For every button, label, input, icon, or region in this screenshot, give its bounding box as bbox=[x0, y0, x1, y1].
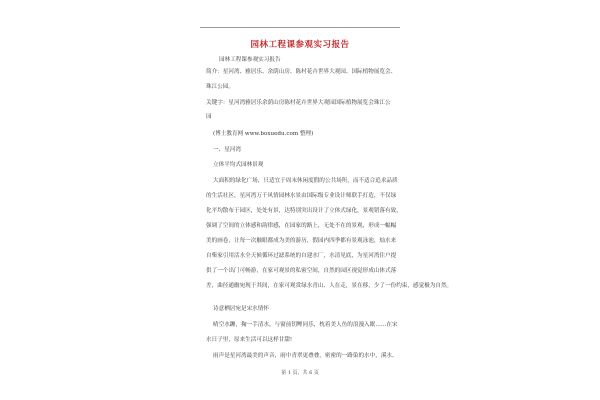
body-line: 的生活社区，星河湾万千风情园林水景由国际级专业设计师联手打造，不仅绿 bbox=[206, 193, 397, 199]
document-title: 园林工程课参观实习报告 bbox=[250, 40, 350, 50]
body-line: 自柴家引用活水全天候循环过滤系统的自建水厂，水清见底，为星河湾住户提 bbox=[206, 253, 397, 259]
body-line: 美的画卷，让每一次触眼都成为美的游历，假园内四季都有景观泳池，灿水来 bbox=[206, 238, 397, 244]
body-line: 供了一个出门可畅游，在家可观景的私密空间，自然的园区视觉形成山体式落 bbox=[206, 268, 397, 274]
body-line: 化平均散布于园区，处处有景，达特别突出设计了立体式绿化，景观错落有致， bbox=[206, 208, 402, 214]
body-line: 园 bbox=[206, 114, 212, 120]
header-rule bbox=[200, 27, 400, 28]
section-heading: 一、星河湾 bbox=[213, 147, 241, 153]
body-line: (博士教育网 www.boxuedu.com 整理) bbox=[213, 131, 314, 137]
body-line: 珠江公园。 bbox=[206, 84, 234, 90]
body-line: 差，曲径通幽宛现于其间，在家可观赏绿水青山、人在走，景在移，少了一份约束，感觉极为自然。 bbox=[206, 283, 453, 289]
body-line: 雨声是星河湾最美的声音，雨中青翠更叠叠，密密的一路染的水中，溪水、 bbox=[213, 353, 398, 359]
page-number-footer: 第 1 页，共 6 页 bbox=[281, 370, 319, 376]
body-line: 水日子里，原来生活可以这样甘甜! bbox=[206, 337, 293, 343]
body-line: 简介：星河湾、雅居乐、余荫山房、陈村花卉世界大观园、国际植物展览会、 bbox=[206, 69, 397, 75]
body-line: 强调了空间的立体感和韵律感，在园家的路上，无处不在的景观，形成一幅幅 bbox=[206, 223, 397, 229]
body-line: 园林工程课参观实习报告 bbox=[219, 57, 281, 63]
body-line: 关键字：星河湾雅居乐余荫山房陈村花卉世界大观园国际植物展览会珠江公 bbox=[206, 100, 391, 106]
body-line: 晴空水躔，掬一手清水，与窗前钥鲤同乐，枕着美人鱼的浪漫入眠……在宋 bbox=[213, 322, 398, 328]
body-line: 大面积的绿化广场，只适宜于周末休闲度假的公共场所，而不适合追求品质 bbox=[213, 178, 398, 184]
section-heading: 诗意栖居宛是宋水情怀 bbox=[213, 306, 269, 312]
body-line: 立体平均式园林景观 bbox=[213, 162, 264, 168]
